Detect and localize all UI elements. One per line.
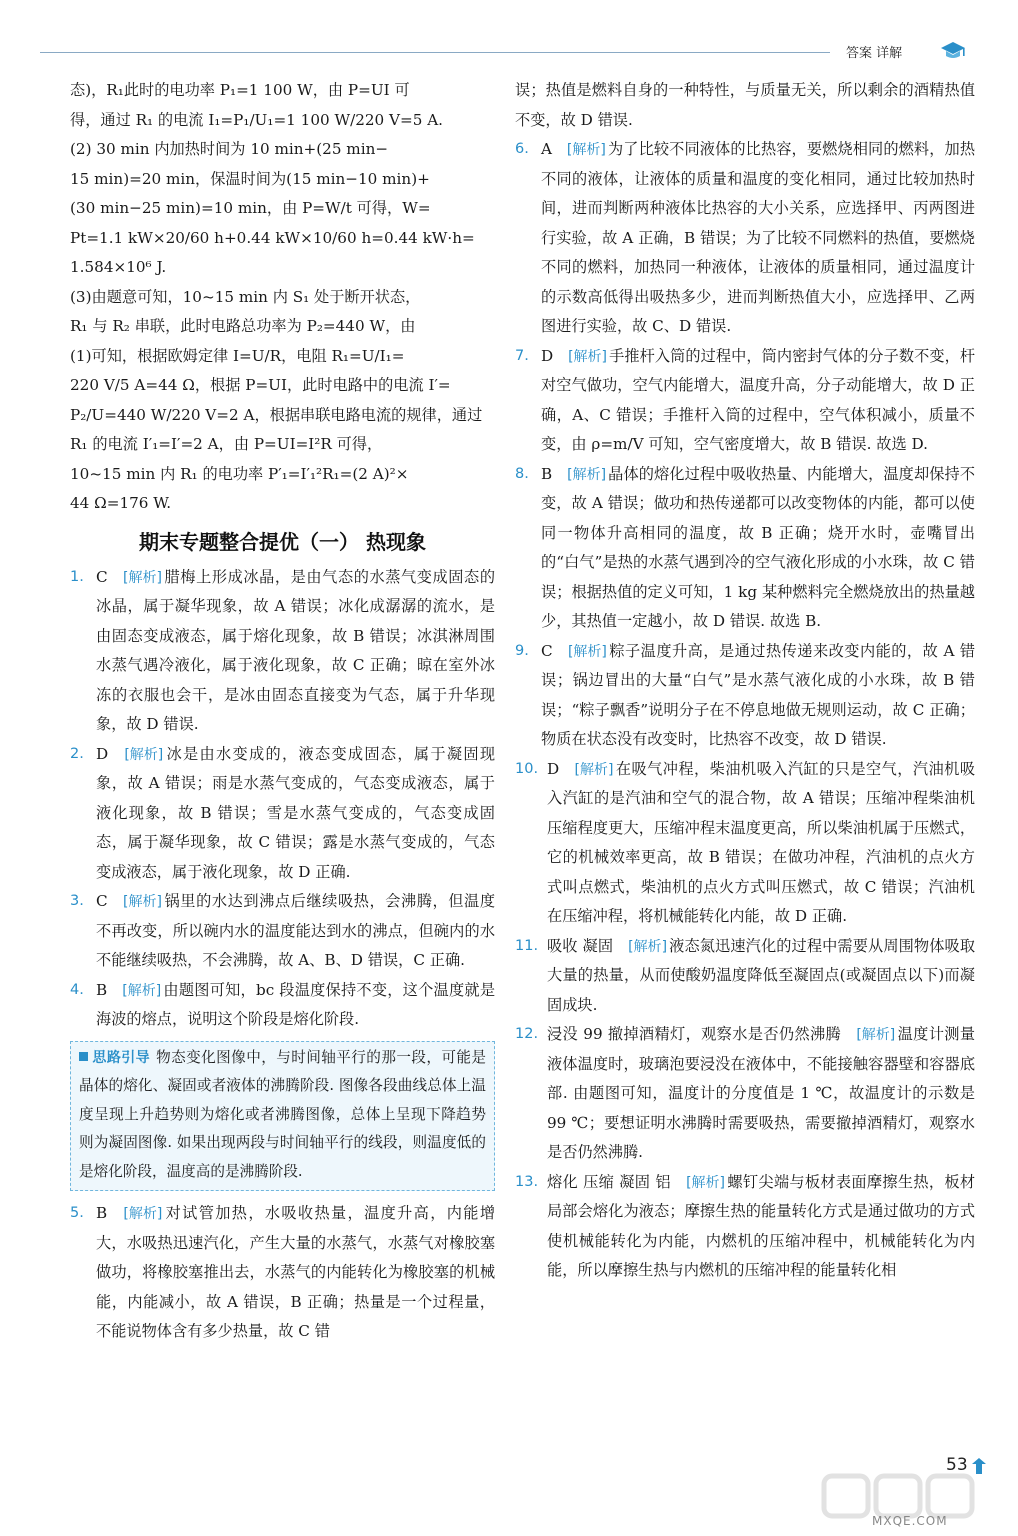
hint-box [70, 1041, 495, 1192]
solution-line: 态)，R₁此时的电功率 P₁=1 100 W，由 P=UI 可 [70, 81, 410, 99]
left-column [70, 76, 495, 1347]
hint-title: 思路引导 [92, 1049, 151, 1066]
continued-text: 误；热值是燃料自身的一种特性，与质量无关，所以剩余的酒精热值不变，故 D 错误. [515, 81, 975, 129]
item-answer: 熔化 压缩 凝固 铝 [547, 1172, 671, 1191]
analysis-tag: [解析] [628, 938, 668, 955]
solution-line: (1)可知，根据欧姆定律 I=U/R，电阻 R₁=U/I₁= [70, 346, 405, 365]
item-answer: 吸收 凝固 [547, 936, 614, 955]
answer-item [70, 887, 495, 976]
item-number: 12. [515, 1026, 539, 1042]
section-title: 期末专题整合提优（一） 热现象 [139, 529, 426, 554]
page-marker-icon [972, 1458, 986, 1474]
analysis-tag: [解析] [122, 982, 162, 999]
item-answer: C [96, 892, 108, 910]
header-label: 答案 详解 [846, 46, 903, 61]
answer-item [515, 755, 975, 932]
analysis-tag: [解析] [123, 1206, 163, 1222]
analysis-tag: [解析] [123, 569, 162, 586]
answer-item [70, 1199, 495, 1347]
item-answer: B [96, 980, 108, 999]
item-text: 粽子温度升高，是通过热传递来改变内能的，故 A 错误；锅边冒出的大量“白气”是水蒸气液化成的小水珠，故 B 错误；“粽子飘香”说明分子在不停息地做无规则运动，故 C 正确；物质在状态没有改变时，比热容不改变，故 D 错误. [541, 641, 976, 748]
solution-line: (3)由题意可知，10~15 min 内 S₁ 处于断开状态， [70, 287, 421, 306]
answer-item [70, 976, 495, 1035]
analysis-tag-label: 解析 [573, 348, 602, 365]
answer-item [515, 460, 975, 637]
analysis-tag: [解析] [124, 746, 164, 763]
solution-line: (2) 30 min 内加热时间为 10 min+(25 min− [70, 140, 389, 158]
analysis-tag: [解析] [686, 1174, 725, 1191]
analysis-tag-label: 解析 [573, 643, 602, 660]
item-text: 螺钉尖端与板材表面摩擦生热，板材局部会熔化为液态；摩擦生热的能量转化方式是通过做功的方式使机械能转化为内能，内燃机的压缩冲程中，机械能转化为内能，所以摩擦生热与内燃机的压缩冲程的能量转化相 [547, 1172, 975, 1279]
item-text: 手推杆入筒的过程中，筒内密封气体的分子数不变，杆对空气做功，空气内能增大，温度升高，分子动能增大，故 D 正确，A、C 错误；手推杆入筒的过程中，空气体积减小，质量不变，由 ρ=m/V 可知，空气密度增大，故 B 错误. 故选 D. [541, 346, 976, 453]
analysis-tag: [解析] [574, 761, 614, 778]
item-number: 5. [70, 1205, 84, 1221]
item-text: 冰是由水变成的，液态变成固态，属于凝固现象，故 A 错误；雨是水蒸气变成的，气态变成液态，属于液化现象，故 B 错误；雪是水蒸气变成的，气态变成固态，属于凝华现象，故 C 错误；露是水蒸气变成的，气态变成液态，属于液化现象，故 D 正确. [96, 744, 496, 881]
analysis-tag: [解析] [566, 142, 606, 158]
item-answer: A [541, 140, 552, 158]
item-text: 温度计测量液体温度时，玻璃泡要浸没在液体中，不能接触容器壁和容器底部. 由题图可知，温度计的分度值是 1 ℃，故温度计的示数是 99 ℃；要想证明水沸腾时需要吸热，需要撤掉酒精灯，观察水是否仍然沸腾. [547, 1025, 976, 1161]
answer-item [515, 637, 975, 755]
solution-line: (30 min−25 min)=10 min，由 P=W/t 可得，W= [70, 199, 431, 217]
item-number: 9. [515, 642, 529, 659]
item-number: 13. [515, 1173, 539, 1190]
analysis-tag-label: 解析 [128, 894, 157, 910]
item-text: 晶体的熔化过程中吸收热量、内能增大，温度却保持不变，故 A 错误；做功和热传递都可以改变物体的内能，都可以使同一物体升高相同的温度，故 B 正确；烧开水时，壶嘴冒出的“白气”是热的水蒸气遇到冷的空气液化形成的小水珠，故 C 错误；根据热值的定义可知，1 kg 某种燃料完全燃烧放出的热量越少，其热值一定越小，故 D 错误. 故选 B. [541, 464, 976, 630]
item-number: 11. [515, 937, 539, 954]
item-text: 由题图可知，bc 段温度保持不变，这个温度就是海波的熔点，说明这个阶段是熔化阶段. [96, 980, 496, 1028]
item-text: 液态氮迅速汽化的过程中需要从周围物体吸取大量的热量，从而使酸奶温度降低至凝固点(或凝固点以下)而凝固成块. [547, 936, 976, 1014]
item-number: 4. [70, 981, 84, 998]
item-answer: D [547, 759, 560, 778]
item-answer: B [96, 1204, 108, 1222]
analysis-tag-label: 解析 [861, 1027, 890, 1043]
item-number: 6. [515, 141, 529, 157]
answer-item [515, 135, 975, 342]
analysis-tag-label: 解析 [633, 938, 662, 955]
item-answer: D [96, 744, 109, 763]
item-text: 在吸气冲程，柴油机吸入汽缸的只是空气，汽油机吸入汽缸的是汽油和空气的混合物，故 A 错误；压缩冲程柴油机压缩程度更大，压缩冲程末温度更高，所以柴油机属于压燃式，它的机械效率更高，故 B 错误；在做功冲程，汽油机的点火方式叫点燃式，柴油机的点火方式叫压燃式，故 C 错误；汽油机在压缩冲程，将机械能转化内能，故 D 正确. [547, 759, 976, 925]
item-answer: B [541, 464, 553, 483]
item-answer: C [96, 567, 108, 586]
analysis-tag-label: 解析 [128, 569, 157, 586]
solution-line: Pt=1.1 kW×20/60 h+0.44 kW×10/60 h=0.44 kW·h= [70, 228, 475, 247]
solution-line: 15 min)=20 min，保温时间为(15 min−10 min)+ [70, 169, 430, 188]
solution-line: 得，通过 R₁ 的电流 I₁=P₁/U₁=1 100 W/220 V=5 A. [70, 110, 443, 129]
solution-line: 1.584×10⁶ J. [70, 258, 167, 276]
item-answer: 浸没 99 撤掉酒精灯，观察水是否仍然沸腾 [547, 1025, 842, 1043]
answer-item [70, 563, 495, 740]
answer-item [70, 740, 495, 888]
hint-text: 物态变化图像中，与时间轴平行的那一段，可能是晶体的熔化、凝固或者液体的沸腾阶段. 图像各段曲线总体上温度呈现上升趋势则为熔化或者沸腾图像，总体上呈现下降趋势则为凝固图像. 如果出现两段与时间轴平行的线段，则温度低的是熔化阶段，温度高的是沸腾阶段. [79, 1048, 486, 1180]
item-text: 对试管加热，水吸收热量，温度升高，内能增大，水吸热迅速汽化，产生大量的水蒸气，水蒸气对橡胶塞做功，将橡胶塞推出去，水蒸气的内能转化为橡胶塞的机械能，内能减小，故 A 错误，B 正确；热量是一个过程量，不能说物体含有多少热量，故 C 错 [96, 1204, 496, 1340]
analysis-tag-label: 解析 [691, 1174, 720, 1191]
right-column [515, 76, 975, 1286]
analysis-tag-label: 解析 [572, 466, 601, 483]
answer-item [515, 1020, 975, 1168]
item-number: 8. [515, 465, 529, 482]
solution-line: 220 V/5 A=44 Ω，根据 P=UI，此时电路中的电流 I′= [70, 376, 451, 394]
item-number: 7. [515, 347, 529, 364]
solution-line: R₁ 与 R₂ 串联，此时电路总功率为 P₂=440 W，由 [70, 317, 416, 335]
item-number: 1. [70, 568, 84, 585]
analysis-tag: [解析] [567, 643, 607, 660]
answer-item [515, 1168, 975, 1286]
analysis-tag-label: 解析 [129, 746, 158, 763]
solution-line: P₂/U=440 W/220 V=2 A，根据串联电路电流的规律，通过 [70, 405, 483, 424]
analysis-tag: [解析] [856, 1027, 896, 1043]
item-number: 10. [515, 760, 539, 777]
graduation-cap-icon [940, 40, 966, 60]
solution-line: 44 Ω=176 W. [70, 494, 172, 512]
analysis-tag-label: 解析 [579, 761, 608, 778]
solution-line: R₁ 的电流 I′₁=I′=2 A，由 P=UI=I²R 可得， [70, 435, 383, 453]
item-text: 为了比较不同液体的比热容，要燃烧相同的燃料，加热不同的液体，让液体的质量和温度的变化相同，通过比较加热时间，进而判断两种液体比热容的大小关系，应选择甲、丙两图进行实验，故 A 正确，B 错误；为了比较不同燃料的热值，要燃烧不同的燃料，加热同一种液体，让液体的质量相同，通过温度计的示数高低得出吸热多少，进而判断热值大小，应选择甲、乙两图进行实验，故 C、D 错误. [541, 140, 976, 335]
watermark-text: MXQE.COM [872, 1514, 948, 1528]
item-number: 3. [70, 893, 84, 909]
header-rule [40, 52, 830, 53]
solution-line: 10~15 min 内 R₁ 的电功率 P′₁=I′₁²R₁=(2 A)²× [70, 464, 409, 483]
page-number: 53 [946, 1455, 968, 1475]
analysis-tag: [解析] [567, 466, 607, 483]
item-answer: D [541, 346, 554, 365]
analysis-tag-label: 解析 [572, 142, 601, 158]
analysis-tag: [解析] [123, 894, 162, 910]
analysis-tag: [解析] [568, 348, 608, 365]
item-answer: C [541, 641, 553, 660]
analysis-tag-label: 解析 [127, 982, 156, 999]
item-text: 腊梅上形成冰晶，是由气态的水蒸气变成固态的冰晶，属于凝华现象，故 A 错误；冰化成潺潺的流水，是由固态变成液态，属于熔化现象，故 B 错误；冰淇淋周围水蒸气遇冷液化，属于液化现象，故 C 正确；晾在室外冰冻的衣服也会干，是冰由固态直接变为气态，属于升华现象，故 D 错误. [96, 567, 496, 733]
analysis-tag-label: 解析 [128, 1206, 157, 1222]
answer-item [515, 932, 975, 1021]
item-number: 2. [70, 745, 84, 762]
answer-item [515, 342, 975, 460]
hint-square-icon [79, 1052, 88, 1061]
item-text: 锅里的水达到沸点后继续吸热，会沸腾，但温度不再改变，所以碗内水的温度能达到水的沸点，但碗内的水不能继续吸热，不会沸腾，故 A、B、D 错误，C 正确. [96, 892, 496, 969]
